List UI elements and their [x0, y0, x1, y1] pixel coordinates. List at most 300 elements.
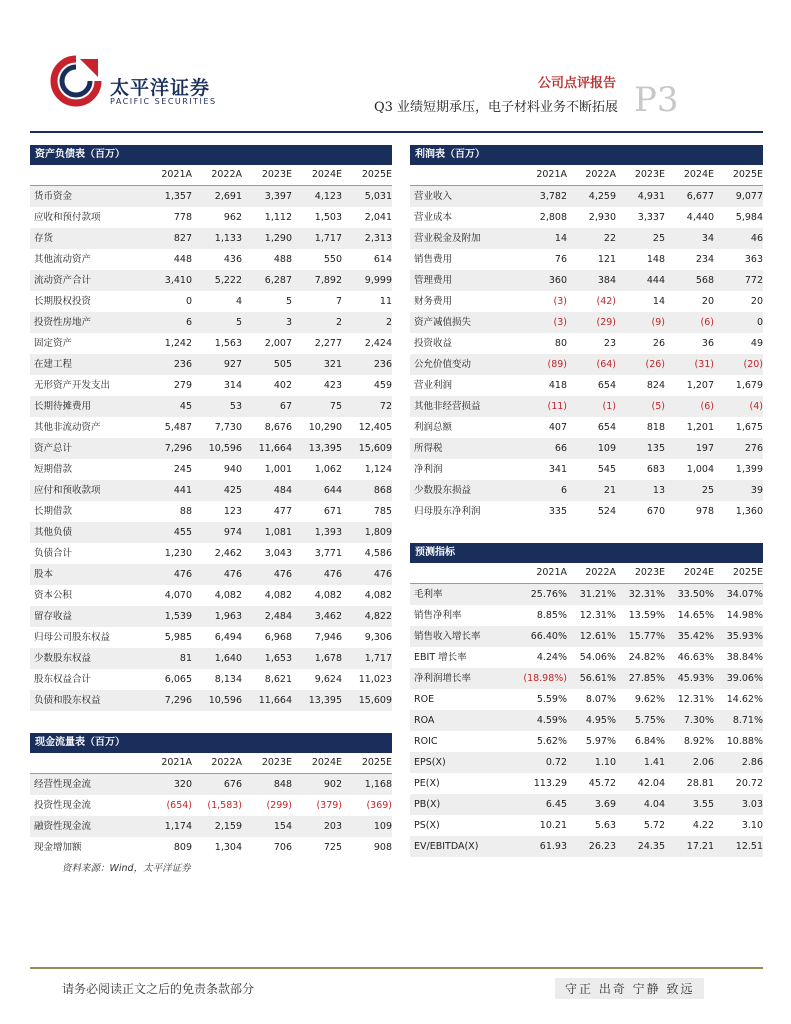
table-cell: 5,487 [164, 422, 192, 433]
table-cell: 476 [323, 569, 342, 580]
table-cell: 39 [750, 485, 763, 496]
table-cell: 3,410 [164, 275, 192, 286]
table-cell: 1,081 [264, 527, 292, 538]
table-cell: 11,664 [258, 443, 292, 454]
table-row [410, 710, 763, 731]
row-label: 存货 [34, 233, 54, 244]
table-cell: 476 [173, 569, 192, 580]
table-cell: 46.63% [677, 652, 714, 663]
row-label: 投资性现金流 [34, 800, 92, 811]
table-cell: 13.59% [628, 610, 665, 621]
table-cell: 423 [323, 380, 342, 391]
table-cell: 31.21% [579, 589, 616, 600]
table-cell: 1,393 [314, 527, 342, 538]
table-cell: 121 [597, 254, 616, 265]
table-cell: 3.55 [692, 799, 714, 810]
table-cell: 505 [273, 359, 292, 370]
row-label: 负债合计 [34, 548, 73, 559]
row-label: 经营性现金流 [34, 779, 92, 790]
table-cell: 321 [323, 359, 342, 370]
table-cell: 10,290 [308, 422, 342, 433]
table-row [410, 605, 763, 626]
header-spacer [30, 165, 142, 185]
table-cell: 902 [323, 779, 342, 790]
table-cell: 35.93% [726, 631, 763, 642]
row-label: 长期待摊费用 [34, 401, 92, 412]
table-cell: 1,112 [264, 212, 292, 223]
table-row [30, 270, 392, 291]
table-cell: 5.97% [585, 736, 616, 747]
table-cell: 441 [173, 485, 192, 496]
table-cell: 10.21 [539, 820, 567, 831]
table-cell: 53 [229, 401, 242, 412]
row-label: 利润总额 [414, 422, 453, 433]
table-cell: 818 [646, 422, 665, 433]
table-cell: 75 [329, 401, 342, 412]
table-cell: (5) [651, 401, 665, 412]
table-cell: 9,306 [364, 632, 392, 643]
table-cell: 671 [323, 506, 342, 517]
table-cell: 135 [646, 443, 665, 454]
table-cell: 407 [548, 422, 567, 433]
table-cell: 772 [744, 275, 763, 286]
row-label: 管理费用 [414, 275, 453, 286]
table-cell: 1,304 [214, 842, 242, 853]
table-row [410, 438, 763, 459]
company-motto: 守正 出奇 宁静 致远 [555, 978, 704, 999]
table-cell: 11 [379, 296, 392, 307]
income-statement-title: 利润表（百万） [410, 145, 763, 165]
table-cell: 14.62% [726, 694, 763, 705]
table-cell: 476 [373, 569, 392, 580]
table-cell: 1,242 [164, 338, 192, 349]
table-cell: 34.07% [726, 589, 763, 600]
row-label: 净利润 [414, 464, 443, 475]
table-cell: 2.06 [692, 757, 714, 768]
table-row [30, 375, 392, 396]
table-cell: 7,296 [164, 695, 192, 706]
year-header: 2021A [536, 169, 567, 180]
table-cell: 524 [597, 506, 616, 517]
table-cell: 363 [744, 254, 763, 265]
table-row [410, 312, 763, 333]
table-cell: 88 [179, 506, 192, 517]
table-cell: 2,462 [214, 548, 242, 559]
table-cell: 2,808 [539, 212, 567, 223]
table-cell: 236 [173, 359, 192, 370]
table-cell: 476 [273, 569, 292, 580]
table-cell: 4,822 [364, 611, 392, 622]
table-cell: 4,082 [364, 590, 392, 601]
table-cell: 2,691 [214, 191, 242, 202]
row-label: PE(X) [414, 778, 440, 789]
table-cell: 21 [603, 485, 616, 496]
table-cell: 550 [323, 254, 342, 265]
table-cell: 1,503 [314, 212, 342, 223]
table-cell: 72 [379, 401, 392, 412]
table-cell: 49 [750, 338, 763, 349]
table-cell: 39.06% [726, 673, 763, 684]
row-label: EBIT 增长率 [414, 652, 467, 663]
table-cell: 477 [273, 506, 292, 517]
table-cell: 654 [597, 380, 616, 391]
table-cell: 10.88% [726, 736, 763, 747]
balance-sheet-title: 资产负债表（百万） [30, 145, 392, 165]
table-cell: 3.03 [741, 799, 763, 810]
table-cell: 455 [173, 527, 192, 538]
row-label: 长期借款 [34, 506, 73, 517]
table-row [410, 333, 763, 354]
table-cell: 418 [548, 380, 567, 391]
table-cell: 25 [652, 233, 665, 244]
table-row [410, 584, 763, 605]
table-cell: 24.82% [628, 652, 665, 663]
footer-divider [30, 967, 763, 969]
income-statement-header-row [410, 165, 763, 186]
row-label: 融资性现金流 [34, 821, 92, 832]
table-row [30, 774, 392, 795]
table-cell: 5,985 [164, 632, 192, 643]
row-label: 固定资产 [34, 338, 73, 349]
table-row [30, 543, 392, 564]
table-cell: 2.86 [741, 757, 763, 768]
table-cell: 81 [179, 653, 192, 664]
year-header: 2023E [261, 757, 292, 768]
cash-flow-header-row [30, 753, 392, 774]
table-cell: 1,360 [735, 506, 763, 517]
table-cell: 46 [750, 233, 763, 244]
row-label: PS(X) [414, 820, 440, 831]
row-label: 应收和预付款项 [34, 212, 101, 223]
table-cell: 5 [285, 296, 292, 307]
row-label: 股东权益合计 [34, 674, 92, 685]
table-cell: 8.07% [585, 694, 616, 705]
table-cell: 476 [223, 569, 242, 580]
row-label: EV/EBITDA(X) [414, 841, 479, 852]
table-cell: (4) [749, 401, 763, 412]
table-cell: 5.63 [594, 820, 616, 831]
table-cell: 2,424 [364, 338, 392, 349]
row-label: 净利润增长率 [414, 673, 472, 684]
table-cell: 10,596 [208, 695, 242, 706]
table-cell: 6,287 [264, 275, 292, 286]
row-label: EPS(X) [414, 757, 446, 768]
table-cell: 1,357 [164, 191, 192, 202]
table-cell: 279 [173, 380, 192, 391]
table-cell: 3 [285, 317, 292, 328]
table-cell: 927 [223, 359, 242, 370]
row-label: 流动资产合计 [34, 275, 92, 286]
row-label: 其他非经营损益 [414, 401, 481, 412]
forecast-metrics-header-row [410, 563, 763, 584]
row-label: 所得税 [414, 443, 443, 454]
table-cell: 1,653 [264, 653, 292, 664]
table-row [410, 207, 763, 228]
table-cell: 54.06% [579, 652, 616, 663]
table-cell: 123 [223, 506, 242, 517]
table-cell: 4,931 [637, 191, 665, 202]
table-cell: 236 [373, 359, 392, 370]
data-source-note: 资料来源：Wind，太平洋证券 [62, 863, 191, 874]
table-cell: 7,296 [164, 443, 192, 454]
row-label: 留存收益 [34, 611, 73, 622]
year-header: 2024E [311, 169, 342, 180]
table-row [410, 815, 763, 836]
table-cell: 459 [373, 380, 392, 391]
table-cell: 109 [373, 821, 392, 832]
table-cell: 8.71% [732, 715, 763, 726]
table-row [410, 773, 763, 794]
table-cell: 402 [273, 380, 292, 391]
table-cell: 360 [548, 275, 567, 286]
row-label: ROA [414, 715, 435, 726]
table-cell: (64) [596, 359, 616, 370]
year-header: 2024E [683, 567, 714, 578]
row-label: 财务费用 [414, 296, 453, 307]
table-cell: 4.95% [585, 715, 616, 726]
table-cell: 7 [335, 296, 342, 307]
table-cell: 827 [173, 233, 192, 244]
row-label: 少数股东权益 [34, 653, 92, 664]
table-cell: 61.93 [539, 841, 567, 852]
table-cell: 848 [273, 779, 292, 790]
table-cell: 3,397 [264, 191, 292, 202]
table-cell: 9,077 [735, 191, 763, 202]
row-label: 长期股权投资 [34, 296, 92, 307]
table-cell: 725 [323, 842, 342, 853]
table-cell: 614 [373, 254, 392, 265]
table-cell: 3.10 [741, 820, 763, 831]
table-row [30, 480, 392, 501]
table-cell: 25 [701, 485, 714, 496]
table-row [30, 249, 392, 270]
table-cell: (29) [596, 317, 616, 328]
table-cell: 683 [646, 464, 665, 475]
table-cell: 4,586 [364, 548, 392, 559]
row-label: 应付和预收款项 [34, 485, 101, 496]
table-cell: 8,621 [264, 674, 292, 685]
year-header: 2022A [585, 567, 616, 578]
balance-sheet-table [30, 145, 392, 711]
table-cell: 809 [173, 842, 192, 853]
table-cell: 10,596 [208, 443, 242, 454]
table-cell: 706 [273, 842, 292, 853]
table-cell: 5.59% [536, 694, 567, 705]
table-cell: 2,484 [264, 611, 292, 622]
row-label: ROE [414, 694, 435, 705]
table-row [30, 459, 392, 480]
table-cell: 868 [373, 485, 392, 496]
table-cell: 1,539 [164, 611, 192, 622]
table-cell: 234 [695, 254, 714, 265]
year-header: 2024E [683, 169, 714, 180]
table-cell: 444 [646, 275, 665, 286]
table-cell: 9.62% [634, 694, 665, 705]
table-cell: 23 [603, 338, 616, 349]
row-label: 投资性房地产 [34, 317, 92, 328]
table-cell: 0 [185, 296, 192, 307]
table-row [410, 836, 763, 857]
table-cell: 4.04 [643, 799, 665, 810]
table-cell: 488 [273, 254, 292, 265]
table-cell: 11,664 [258, 695, 292, 706]
table-cell: 1,168 [364, 779, 392, 790]
table-cell: 7,892 [314, 275, 342, 286]
table-cell: 5 [235, 317, 242, 328]
table-row [30, 837, 392, 858]
table-cell: 2,007 [264, 338, 292, 349]
table-cell: (9) [651, 317, 665, 328]
table-cell: 1,201 [686, 422, 714, 433]
table-cell: 14.65% [677, 610, 714, 621]
income-statement-table [410, 145, 763, 522]
table-cell: 4.24% [536, 652, 567, 663]
table-cell: 45 [179, 401, 192, 412]
table-row [30, 627, 392, 648]
table-cell: 1,133 [214, 233, 242, 244]
row-label: 其他非流动资产 [34, 422, 101, 433]
row-label: 销售收入增长率 [414, 631, 481, 642]
row-label: 资产总计 [34, 443, 73, 454]
table-row [30, 501, 392, 522]
table-cell: 45.72 [588, 778, 616, 789]
year-header: 2025E [732, 169, 763, 180]
table-row [30, 186, 392, 207]
company-logo-icon [50, 55, 102, 107]
table-cell: 3.69 [594, 799, 616, 810]
table-cell: 1.41 [643, 757, 665, 768]
table-cell: (20) [743, 359, 763, 370]
table-cell: 17.21 [686, 841, 714, 852]
table-row [30, 564, 392, 585]
year-header: 2025E [361, 757, 392, 768]
table-cell: 12.31% [579, 610, 616, 621]
table-row [30, 333, 392, 354]
table-cell: 14 [554, 233, 567, 244]
table-cell: 6.84% [634, 736, 665, 747]
row-label: 其他流动资产 [34, 254, 92, 265]
table-cell: 20.72 [735, 778, 763, 789]
company-name-en: PACIFIC SECURITIES [110, 97, 217, 106]
table-row [410, 291, 763, 312]
table-cell: 109 [597, 443, 616, 454]
table-cell: 2 [385, 317, 392, 328]
table-cell: (26) [645, 359, 665, 370]
table-cell: 197 [695, 443, 714, 454]
table-cell: 66.40% [530, 631, 567, 642]
year-header: 2021A [161, 757, 192, 768]
header-divider [30, 131, 763, 133]
table-cell: 12.51 [735, 841, 763, 852]
table-cell: 113.29 [533, 778, 567, 789]
table-cell: 76 [554, 254, 567, 265]
row-label: 其他负债 [34, 527, 73, 538]
table-cell: 1,290 [264, 233, 292, 244]
table-cell: 42.04 [637, 778, 665, 789]
balance-sheet-rows [30, 186, 392, 711]
table-cell: 0.72 [545, 757, 567, 768]
table-cell: 8,676 [264, 422, 292, 433]
table-cell: 8.92% [683, 736, 714, 747]
year-header: 2021A [161, 169, 192, 180]
table-cell: (31) [694, 359, 714, 370]
table-row [30, 606, 392, 627]
year-header: 2021A [536, 567, 567, 578]
cash-flow-rows [30, 774, 392, 858]
table-cell: 2 [335, 317, 342, 328]
table-cell: 14.98% [726, 610, 763, 621]
table-row [410, 731, 763, 752]
table-row [410, 626, 763, 647]
table-cell: 8.85% [536, 610, 567, 621]
row-label: 在建工程 [34, 359, 73, 370]
table-cell: 436 [223, 254, 242, 265]
table-cell: 0 [756, 317, 763, 328]
table-cell: (11) [547, 401, 567, 412]
table-cell: 1.10 [594, 757, 616, 768]
table-cell: 28.81 [686, 778, 714, 789]
cash-flow-title: 现金流量表（百万） [30, 733, 392, 753]
table-cell: 203 [323, 821, 342, 832]
forecast-metrics-title: 预测指标 [410, 543, 763, 563]
table-cell: 13,395 [308, 695, 342, 706]
table-row [410, 668, 763, 689]
table-cell: 5.62% [536, 736, 567, 747]
table-cell: 12,405 [358, 422, 392, 433]
row-label: 无形资产开发支出 [34, 380, 111, 391]
table-cell: 448 [173, 254, 192, 265]
table-cell: (1,583) [207, 800, 242, 811]
row-label: 毛利率 [414, 589, 443, 600]
table-cell: 5,984 [735, 212, 763, 223]
table-cell: 3,771 [314, 548, 342, 559]
table-row [30, 291, 392, 312]
table-cell: 676 [223, 779, 242, 790]
row-label: 负债和股东权益 [34, 695, 101, 706]
table-row [410, 647, 763, 668]
table-row [410, 375, 763, 396]
table-row [410, 249, 763, 270]
table-cell: 1,062 [314, 464, 342, 475]
table-cell: 6,968 [264, 632, 292, 643]
table-cell: 644 [323, 485, 342, 496]
table-cell: 22 [603, 233, 616, 244]
row-label: 营业税金及附加 [414, 233, 481, 244]
row-label: 货币资金 [34, 191, 73, 202]
row-label: 公允价值变动 [414, 359, 472, 370]
table-cell: 7,730 [214, 422, 242, 433]
table-cell: 3,782 [539, 191, 567, 202]
table-cell: 4 [235, 296, 242, 307]
table-cell: 670 [646, 506, 665, 517]
table-row [30, 228, 392, 249]
year-header: 2023E [634, 169, 665, 180]
table-cell: 1,678 [314, 653, 342, 664]
table-row [410, 228, 763, 249]
table-cell: 56.61% [579, 673, 616, 684]
row-label: 股本 [34, 569, 54, 580]
table-cell: 940 [223, 464, 242, 475]
table-cell: (299) [266, 800, 292, 811]
cash-flow-table [30, 733, 392, 858]
table-cell: 545 [597, 464, 616, 475]
table-cell: 66 [554, 443, 567, 454]
table-row [410, 186, 763, 207]
forecast-metrics-rows [410, 584, 763, 857]
table-cell: 12.61% [579, 631, 616, 642]
row-label: 少数股东损益 [414, 485, 472, 496]
table-cell: 5.75% [634, 715, 665, 726]
